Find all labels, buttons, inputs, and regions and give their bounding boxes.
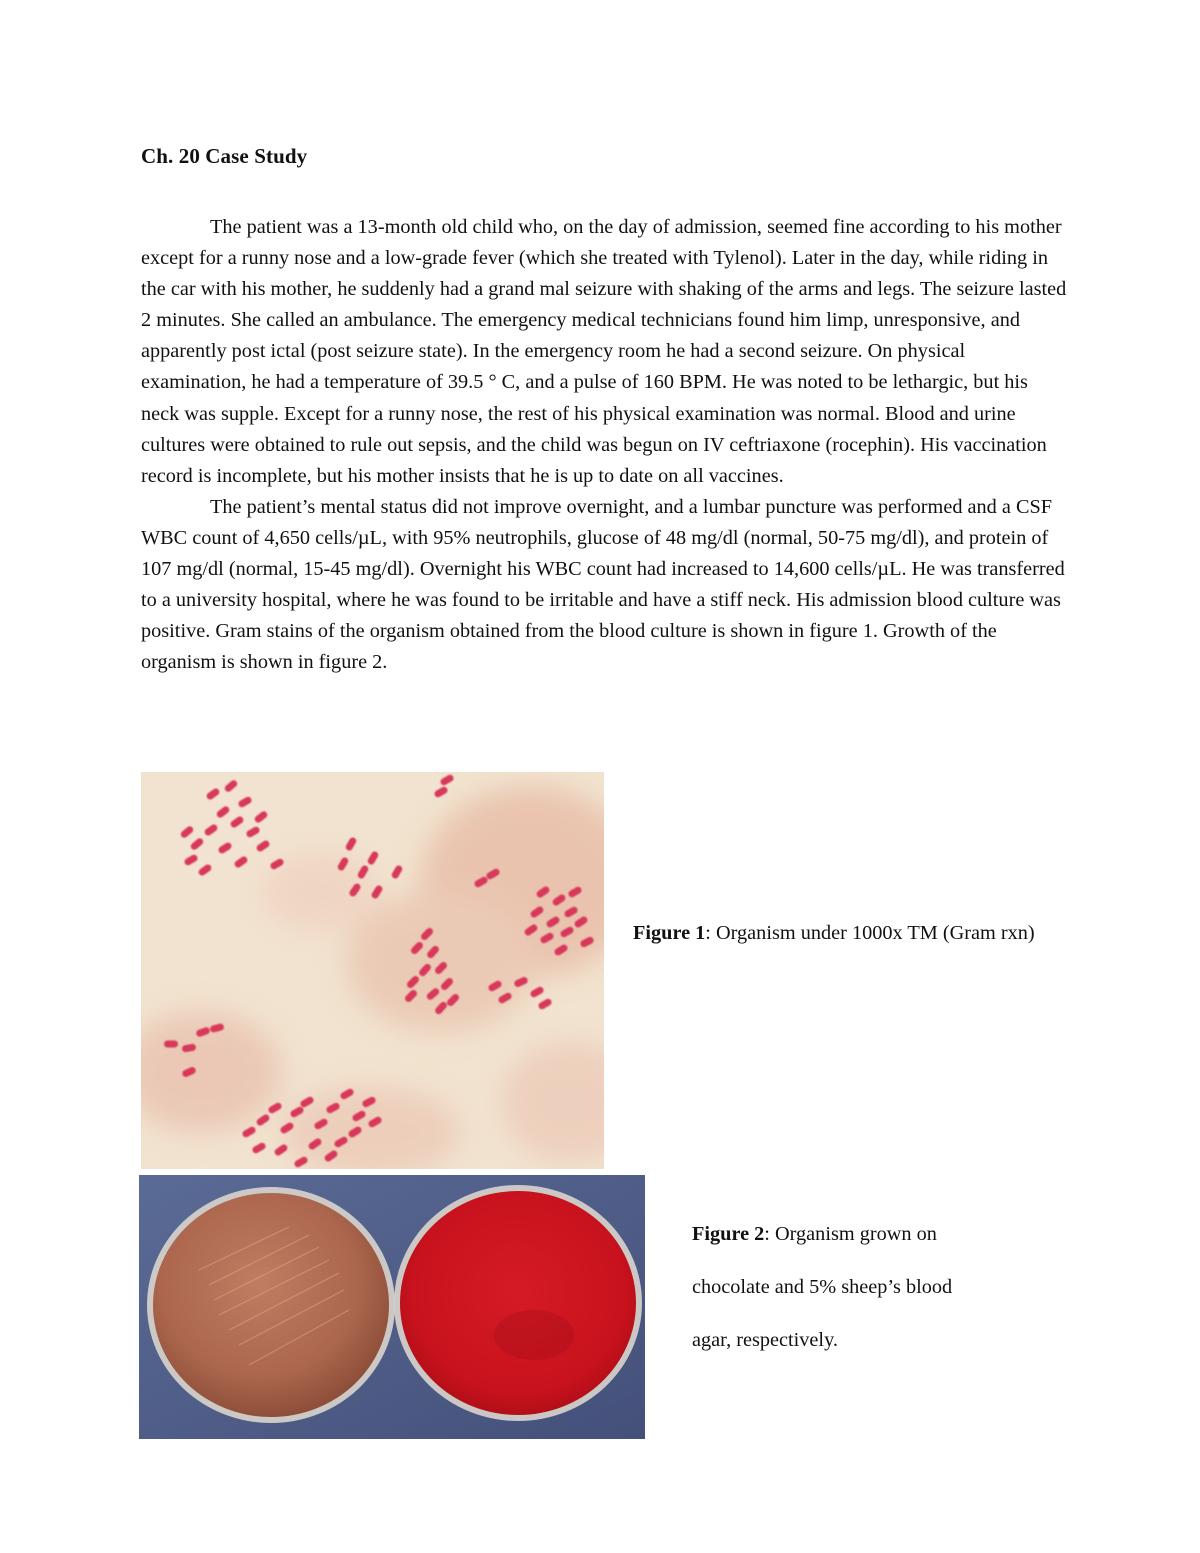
figure-1-label: Figure 1 bbox=[633, 922, 706, 944]
bacterial-rod bbox=[164, 1041, 178, 1048]
figure-2-label: Figure 2 bbox=[692, 1223, 765, 1245]
figure-2-caption bbox=[692, 1208, 1022, 1367]
figure-2-agar-plates-image bbox=[139, 1175, 645, 1439]
document-title: Ch. 20 Case Study bbox=[141, 144, 308, 168]
paragraph-2: The patient’s mental status did not improve overnight, and a lumbar puncture was performed and a CSF WBC count of 4,650 cells/µL, with 95% neutrophils, glucose of 48 mg/dl (normal, 50-75 mg/dl), and protein of 107 mg/dl (normal, 15-45 mg/dl). Overnight his WBC count had increased to 14,600 cells/µL. He was transferred to a university hospital, where he was found to be irritable and have a stiff neck. His admission blood culture was positive. Gram stains of the organism obtained from the blood culture is shown in figure 1. Growth of the organism is shown in figure 2. bbox=[141, 495, 1065, 674]
gram-stain-micrograph bbox=[141, 772, 604, 1169]
agar-plates-photo bbox=[139, 1175, 645, 1439]
figure-1-caption-text: : Organism under 1000x TM (Gram rxn) bbox=[705, 922, 1035, 944]
figure-1-caption bbox=[633, 907, 1035, 960]
figure-2-caption-line-2: chocolate and 5% sheep’s blood bbox=[692, 1276, 953, 1298]
figure-1-gram-stain-image bbox=[141, 772, 604, 1169]
paragraph-1: The patient was a 13-month old child who, on the day of admission, seemed fine according to his mother except for a runny nose and a low-grade fever (which she treated with Tylenol). Later in the day, while riding in the car with his mother, he suddenly had a grand mal seizure with shaking of the arms and legs. The seizure lasted 2 minutes. She called an ambulance. The emergency medical technicians found him limp, unresponsive, and apparently post ictal (post seizure state). In the emergency room he had a second seizure. On physical examination, he had a temperature of 39.5 ° C, and a pulse of 160 BPM. He was noted to be lethargic, but his neck was supple. Except for a runny nose, the rest of his physical examination was normal. Blood and urine cultures were obtained to rule out sepsis, and the child was begun on IV ceftriaxone (rocephin). His vaccination record is incomplete, but his mother insists that he is up to date on all vaccines. bbox=[141, 216, 1067, 487]
figure-2-caption-line-1: Figure 2: Organism grown on bbox=[692, 1223, 937, 1245]
figure-2-caption-line-3: agar, respectively. bbox=[692, 1329, 838, 1351]
case-study-body bbox=[141, 212, 1071, 678]
